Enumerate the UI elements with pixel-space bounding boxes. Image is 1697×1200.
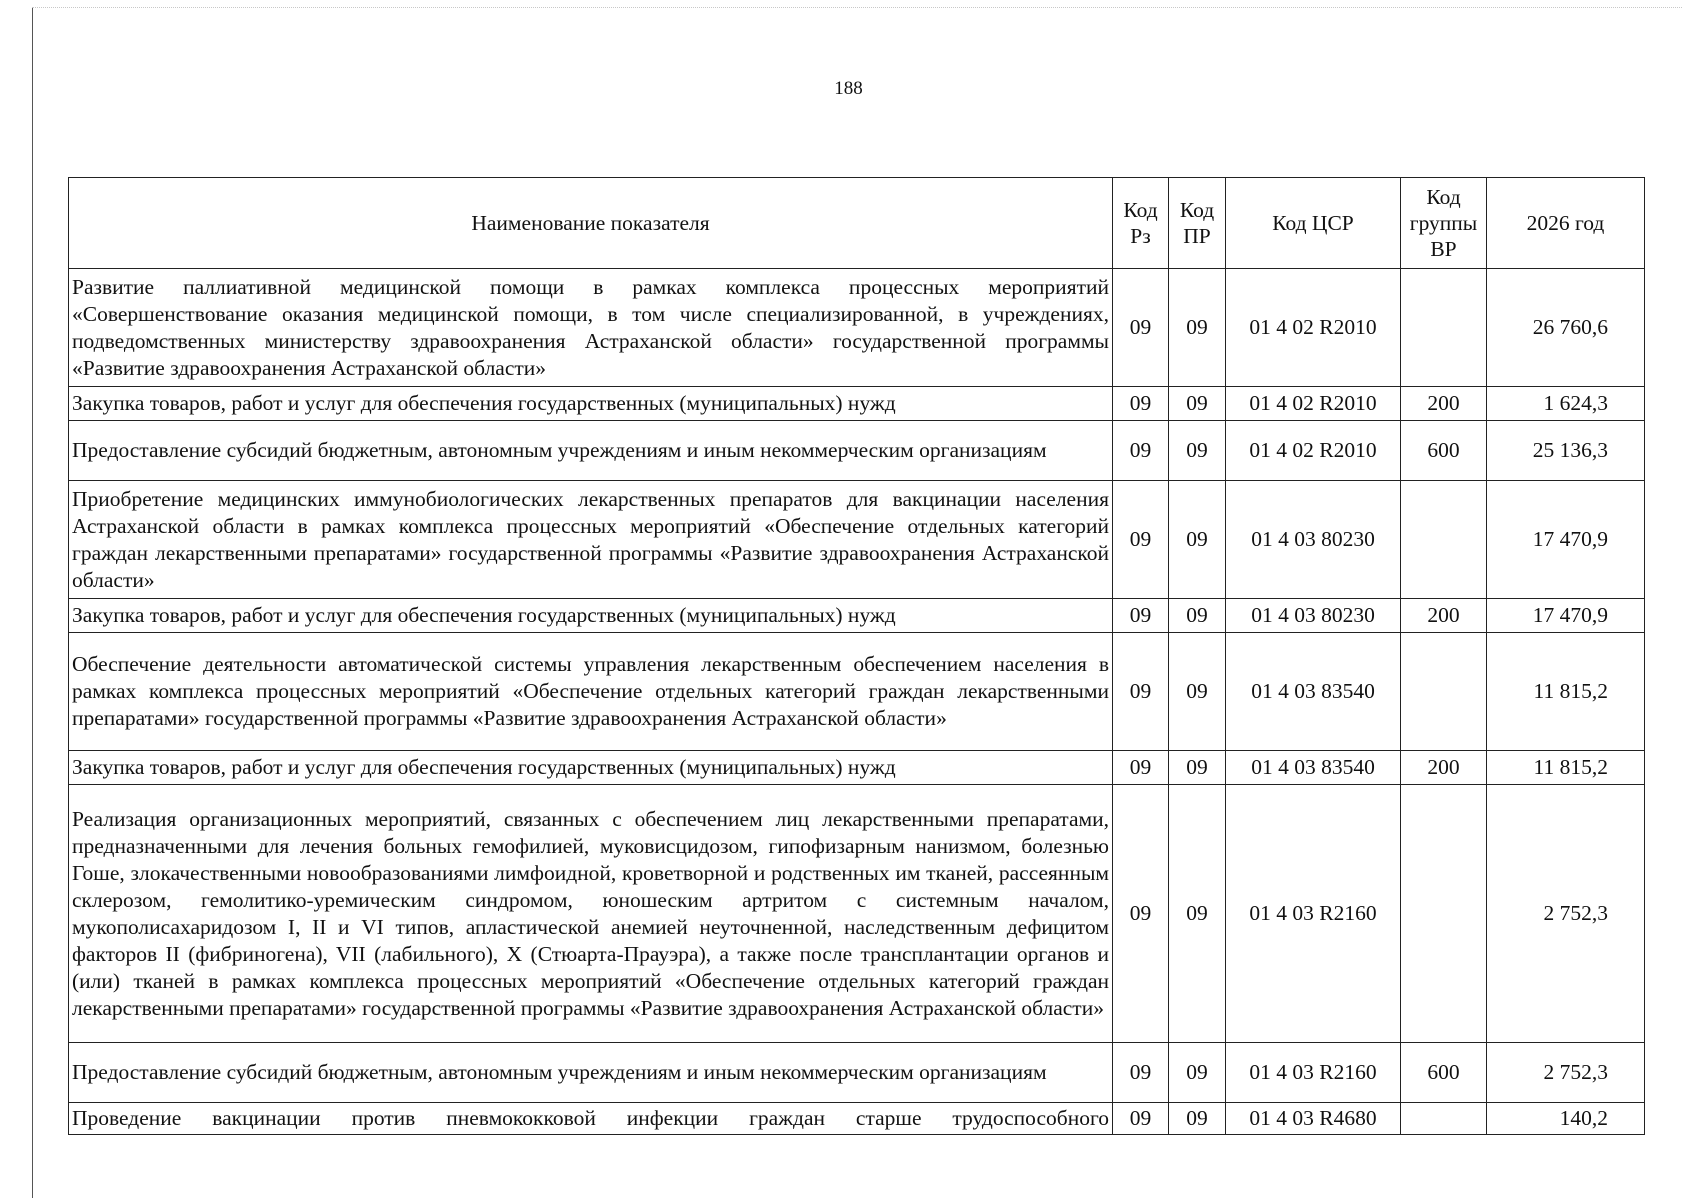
row-rz: 09 xyxy=(1113,269,1169,387)
row-amount: 1 624,3 xyxy=(1487,387,1645,421)
row-csr: 01 4 02 R2010 xyxy=(1226,421,1401,481)
row-name: Обеспечение деятельности автоматической системы управления лекарственным обеспечением населения в рамках комплекса процессных мероприятий «Обеспечение отдельных категорий граждан лекарственными препаратами» государственной программы «Развитие здравоохранения Астраханской области» xyxy=(69,633,1113,751)
table-row xyxy=(69,599,1645,633)
table-row xyxy=(69,481,1645,599)
row-pr: 09 xyxy=(1169,387,1226,421)
row-name: Предоставление субсидий бюджетным, автономным учреждениям и иным некоммерческим организациям xyxy=(69,421,1113,481)
row-name: Приобретение медицинских иммунобиологических лекарственных препаратов для вакцинации населения Астраханской области в рамках комплекса процессных мероприятий «Обеспечение отдельных категорий граждан лекарственными препаратами» государственной программы «Развитие здравоохранения Астраханской области» xyxy=(69,481,1113,599)
row-rz: 09 xyxy=(1113,481,1169,599)
header-csr: Код ЦСР xyxy=(1226,178,1401,269)
row-name: Развитие паллиативной медицинской помощи в рамках комплекса процессных мероприятий «Совершенствование оказания медицинской помощи, в том числе специализированной, в учреждениях, подведомственных министерству здравоохранения Астраханской области» государственной программы «Развитие здравоохранения Астраханской области» xyxy=(69,269,1113,387)
row-amount: 25 136,3 xyxy=(1487,421,1645,481)
budget-table xyxy=(68,177,1645,1135)
row-pr: 09 xyxy=(1169,269,1226,387)
row-amount: 11 815,2 xyxy=(1487,751,1645,785)
row-csr: 01 4 03 80230 xyxy=(1226,481,1401,599)
row-pr: 09 xyxy=(1169,751,1226,785)
table-row xyxy=(69,269,1645,387)
row-amount: 17 470,9 xyxy=(1487,481,1645,599)
table-header-row xyxy=(69,178,1645,269)
row-amount: 2 752,3 xyxy=(1487,1043,1645,1103)
row-rz: 09 xyxy=(1113,633,1169,751)
header-vr: Код группы ВР xyxy=(1401,178,1487,269)
row-csr: 01 4 03 83540 xyxy=(1226,751,1401,785)
row-vr: 600 xyxy=(1401,1043,1487,1103)
row-csr: 01 4 03 R4680 xyxy=(1226,1103,1401,1135)
row-name: Закупка товаров, работ и услуг для обеспечения государственных (муниципальных) нужд xyxy=(69,387,1113,421)
row-vr xyxy=(1401,1103,1487,1135)
row-rz: 09 xyxy=(1113,751,1169,785)
table-row xyxy=(69,1043,1645,1103)
table-row xyxy=(69,785,1645,1043)
table-row xyxy=(69,421,1645,481)
row-csr: 01 4 03 R2160 xyxy=(1226,1043,1401,1103)
header-year: 2026 год xyxy=(1487,178,1645,269)
row-vr: 200 xyxy=(1401,751,1487,785)
header-pr: Код ПР xyxy=(1169,178,1226,269)
row-name: Проведение вакцинации против пневмококковой инфекции граждан старше трудоспособного xyxy=(69,1103,1113,1135)
row-name: Реализация организационных мероприятий, связанных с обеспечением лиц лекарственными препаратами, предназначенными для лечения больных гемофилией, муковисцидозом, гипофизарным нанизмом, болезнью Гоше, злокачественными новообразованиями лимфоидной, кроветворной и родственных им тканей, рассеянным склерозом, гемолитико-уремическим синдромом, юношеским артритом с системным началом, мукополисахаридозом I, II и VI типов, апластической анемией неуточненной, наследственным дефицитом факторов II (фибриногена), VII (лабильного), X (Стюарта-Прауэра), а также после трансплантации органов и (или) тканей в рамках комплекса процессных мероприятий «Обеспечение отдельных категорий граждан лекарственными препаратами» государственной программы «Развитие здравоохранения Астраханской области» xyxy=(69,785,1113,1043)
row-pr: 09 xyxy=(1169,599,1226,633)
table-row xyxy=(69,387,1645,421)
row-amount: 140,2 xyxy=(1487,1103,1645,1135)
row-rz: 09 xyxy=(1113,785,1169,1043)
row-pr: 09 xyxy=(1169,1043,1226,1103)
scan-edge-top xyxy=(32,7,1682,9)
row-rz: 09 xyxy=(1113,387,1169,421)
row-rz: 09 xyxy=(1113,599,1169,633)
row-vr: 200 xyxy=(1401,387,1487,421)
row-csr: 01 4 02 R2010 xyxy=(1226,269,1401,387)
header-name: Наименование показателя xyxy=(69,178,1113,269)
row-pr: 09 xyxy=(1169,1103,1226,1135)
row-rz: 09 xyxy=(1113,1043,1169,1103)
row-vr: 600 xyxy=(1401,421,1487,481)
row-name: Закупка товаров, работ и услуг для обеспечения государственных (муниципальных) нужд xyxy=(69,599,1113,633)
row-name: Закупка товаров, работ и услуг для обеспечения государственных (муниципальных) нужд xyxy=(69,751,1113,785)
header-rz: Код Рз xyxy=(1113,178,1169,269)
row-pr: 09 xyxy=(1169,785,1226,1043)
scan-edge-left xyxy=(32,8,33,1198)
row-pr: 09 xyxy=(1169,633,1226,751)
row-rz: 09 xyxy=(1113,421,1169,481)
row-amount: 26 760,6 xyxy=(1487,269,1645,387)
row-vr xyxy=(1401,633,1487,751)
row-pr: 09 xyxy=(1169,421,1226,481)
row-amount: 11 815,2 xyxy=(1487,633,1645,751)
row-pr: 09 xyxy=(1169,481,1226,599)
row-csr: 01 4 02 R2010 xyxy=(1226,387,1401,421)
row-name: Предоставление субсидий бюджетным, автономным учреждениям и иным некоммерческим организациям xyxy=(69,1043,1113,1103)
row-vr xyxy=(1401,481,1487,599)
page-number: 188 xyxy=(834,78,863,99)
row-vr xyxy=(1401,269,1487,387)
row-amount: 17 470,9 xyxy=(1487,599,1645,633)
row-rz: 09 xyxy=(1113,1103,1169,1135)
row-vr xyxy=(1401,785,1487,1043)
table-row xyxy=(69,751,1645,785)
table-row xyxy=(69,1103,1645,1135)
row-csr: 01 4 03 83540 xyxy=(1226,633,1401,751)
table-row xyxy=(69,633,1645,751)
row-vr: 200 xyxy=(1401,599,1487,633)
row-csr: 01 4 03 80230 xyxy=(1226,599,1401,633)
row-amount: 2 752,3 xyxy=(1487,785,1645,1043)
row-csr: 01 4 03 R2160 xyxy=(1226,785,1401,1043)
